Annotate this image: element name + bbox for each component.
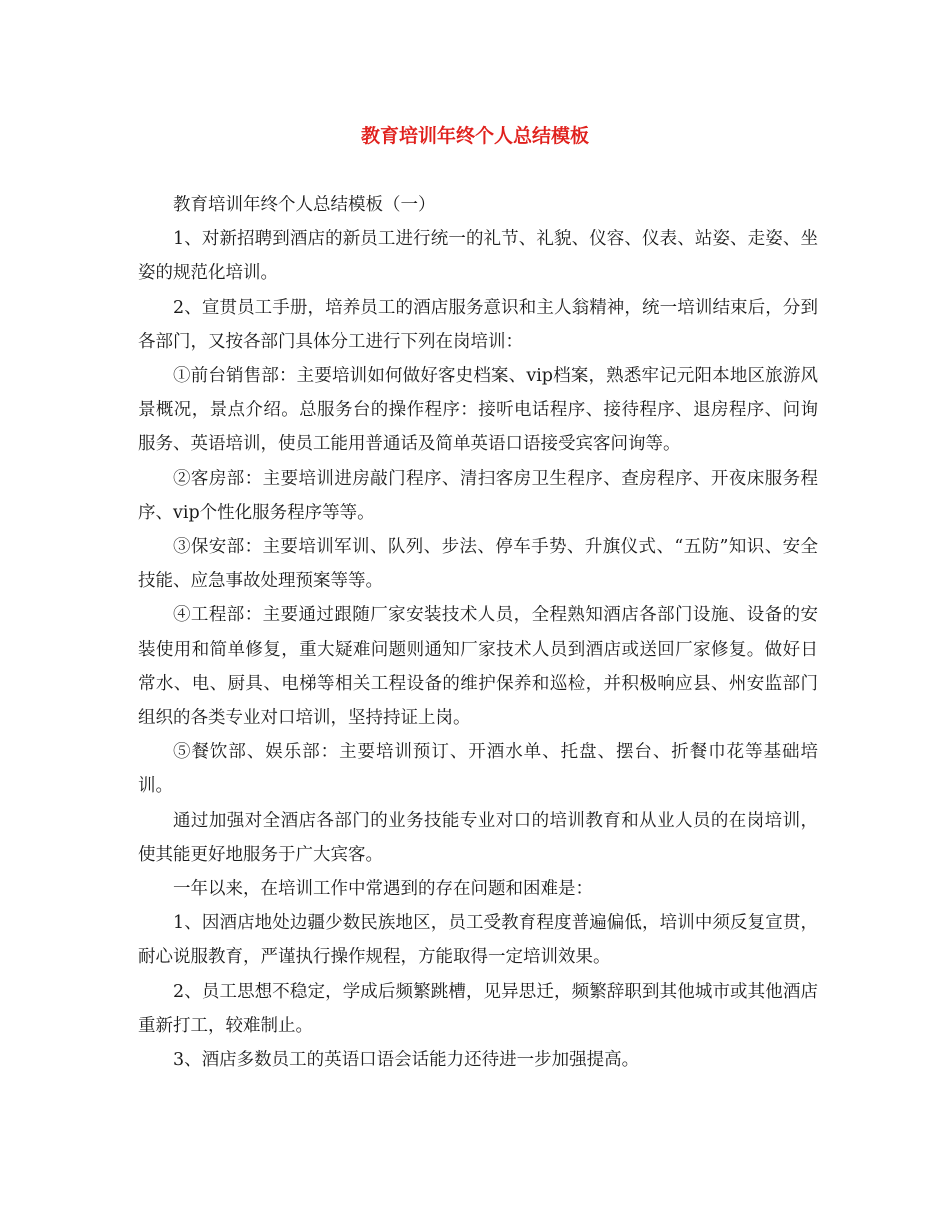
paragraph: ②客房部：主要培训进房敲门程序、清扫客房卫生程序、查房程序、开夜床服务程序、vip个性化服务程序等等。 <box>138 468 818 523</box>
document-title: 教育培训年终个人总结模板 <box>360 125 589 147</box>
paragraph: 教育培训年终个人总结模板（一） <box>173 195 436 215</box>
paragraph: 2、员工思想不稳定，学成后频繁跳槽，见异思迁，频繁辞职到其他城市或其他酒店重新打工，较难制止。 <box>138 981 818 1036</box>
paragraph: 1、因酒店地处边疆少数民族地区，员工受教育程度普遍偏低，培训中须反复宣贯，耐心说服教育，严谨执行操作规程，方能取得一定培训效果。 <box>138 913 818 968</box>
paragraph: ①前台销售部：主要培训如何做好客史档案、vip档案，熟悉牢记元阳本地区旅游风景概况，景点介绍。总服务台的操作程序：接听电话程序、接待程序、退房程序、问询服务、英语培训，使员工能用普通话及简单英语口语接受宾客问询等。 <box>138 366 818 455</box>
paragraph: 一年以来，在培训工作中常遇到的存在问题和困难是： <box>173 879 593 900</box>
document-body <box>138 188 818 1077</box>
paragraph: ③保安部：主要培训军训、队列、步法、停车手势、升旗仪式、“五防”知识、安全技能、应急事故处理预案等等。 <box>138 537 818 592</box>
paragraph: 2、宣贯员工手册，培养员工的酒店服务意识和主人翁精神，统一培训结束后，分到各部门，又按各部门具体分工进行下列在岗培训： <box>138 297 818 352</box>
paragraph: 通过加强对全酒店各部门的业务技能专业对口的培训教育和从业人员的在岗培训，使其能更好地服务于广大宾客。 <box>138 810 818 865</box>
paragraph: ④工程部：主要通过跟随厂家安装技术人员，全程熟知酒店各部门设施、设备的安装使用和简单修复，重大疑难问题则通知厂家技术人员到酒店或送回厂家修复。做好日常水、电、厨具、电梯等相关工程设备的维护保养和巡检，并积极响应县、州安监部门组织的各类专业对口培训，坚持持证上岗。 <box>138 605 818 729</box>
paragraph: 1、对新招聘到酒店的新员工进行统一的礼节、礼貌、仪容、仪表、站姿、走姿、坐姿的规范化培训。 <box>138 229 818 284</box>
paragraph: 3、酒店多数员工的英语口语会话能力还待进一步加强提高。 <box>173 1050 640 1071</box>
paragraph: ⑤餐饮部、娱乐部：主要培训预订、开酒水单、托盘、摆台、折餐巾花等基础培训。 <box>138 742 818 797</box>
